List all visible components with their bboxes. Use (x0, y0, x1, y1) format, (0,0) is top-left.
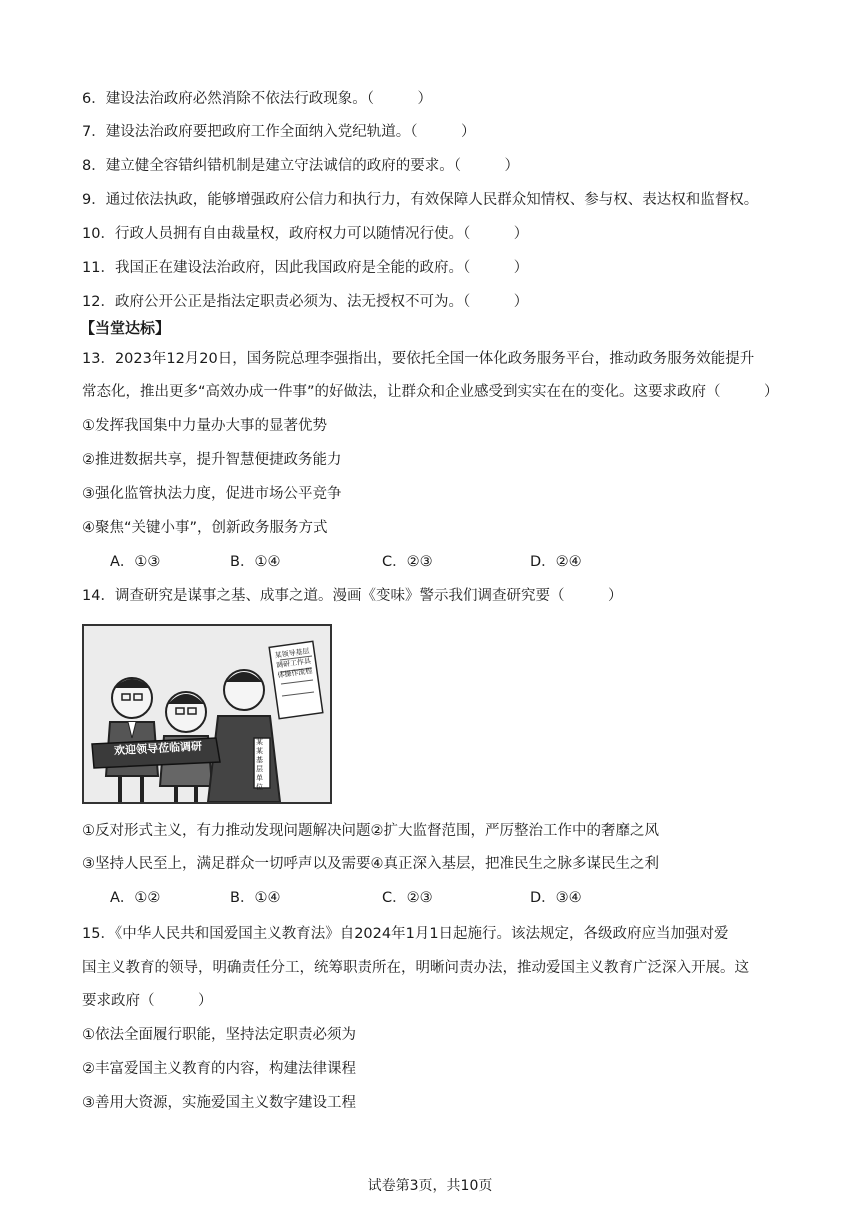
question-15-statement-2: ②丰富爱国主义教育的内容，构建法律课程 (82, 1061, 356, 1077)
option-b: B．①④ (230, 554, 281, 570)
option-d: D．②④ (530, 554, 582, 570)
question-15-stem-line2: 国主义教育的领导，明确责任分工，统筹职责所在，明晰问责办法，推动爱国主义教育广泛深入开展。这 (82, 960, 749, 976)
option-c: C．②③ (382, 890, 433, 906)
question-7: 7．建设法治政府要把政府工作全面纳入党纪轨道。（ ） (82, 124, 476, 140)
question-13-statement-3: ③强化监管执法力度，促进市场公平竞争 (82, 486, 342, 502)
option-a: A．①② (110, 890, 161, 906)
question-8: 8．建立健全容错纠错机制是建立守法诚信的政府的要求。（ ） (82, 158, 519, 174)
question-13-stem-line2: 常态化，推出更多“高效办成一件事”的好做法，让群众和企业感受到实实在在的变化。这要求政府（ ） (82, 384, 779, 400)
question-15-statement-1: ①依法全面履行职能，坚持法定职责必须为 (82, 1027, 356, 1043)
question-14-statements-1-2: ①反对形式主义，有力推动发现问题解决问题②扩大监督范围，严厉整治工作中的奢靡之风 (82, 823, 659, 839)
comic-image (82, 624, 332, 804)
option-d: D．③④ (530, 890, 582, 906)
comic-banner-text: 欢迎领导莅临调研 (113, 739, 203, 758)
question-14-stem: 14．调查研究是谋事之基、成事之道。漫画《变味》警示我们调查研究要（ ） (82, 588, 623, 604)
question-11: 11．我国正在建设法治政府，因此我国政府是全能的政府。（ ） (82, 260, 529, 276)
question-15-stem-line1: 15．《中华人民共和国爱国主义教育法》自2024年1月1日起施行。该法规定，各级政府应当加强对爱 (82, 926, 729, 942)
option-b: B．①④ (230, 890, 281, 906)
question-6: 6．建设法治政府必然消除不依法行政现象。（ ） (82, 91, 432, 107)
question-13-statement-2: ②推进数据共享，提升智慧便捷政务能力 (82, 452, 342, 468)
question-13-statement-4: ④聚焦“关键小事”，创新政务服务方式 (82, 520, 328, 536)
question-9: 9．通过依法执政，能够增强政府公信力和执行力，有效保障人民群众知情权、参与权、表达权和监督权。 (82, 192, 759, 208)
section-heading: 【当堂达标】 (80, 319, 171, 337)
question-13-statement-1: ①发挥我国集中力量办大事的显著优势 (82, 418, 327, 434)
question-15-statement-3: ③善用大资源，实施爱国主义数字建设工程 (82, 1095, 356, 1111)
option-c: C．②③ (382, 554, 433, 570)
comic-tag-text: 某某基层单位 (256, 738, 263, 791)
question-15-stem-line3: 要求政府（ ） (82, 993, 213, 1009)
question-13-stem-line1: 13．2023年12月20日，国务院总理李强指出，要依托全国一体化政务服务平台，推动政务服务效能提升 (82, 351, 755, 367)
question-10: 10．行政人员拥有自由裁量权，政府权力可以随情况行使。（ ） (82, 226, 529, 242)
comic-document-text: 某领导基层调研工作具体操作流程 (274, 647, 313, 680)
page-footer: 试卷第3页，共10页 (367, 1178, 493, 1194)
question-12: 12．政府公开公正是指法定职责必须为、法无授权不可为。（ ） (82, 294, 529, 310)
question-14-statements-3-4: ③坚持人民至上，满足群众一切呼声以及需要④真正深入基层，把准民生之脉多谋民生之利 (82, 856, 659, 872)
option-a: A．①③ (110, 554, 161, 570)
